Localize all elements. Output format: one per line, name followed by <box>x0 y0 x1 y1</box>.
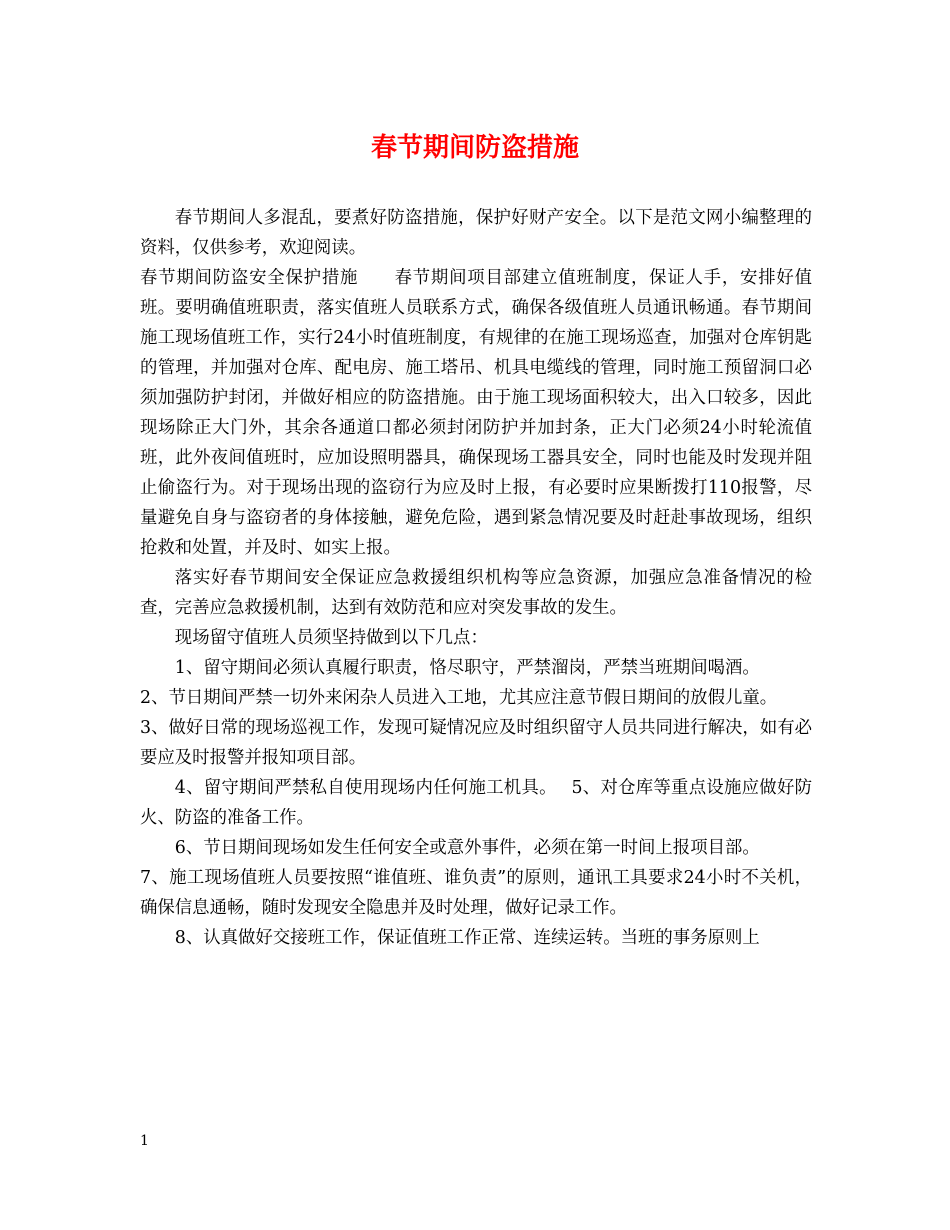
paragraph: 1、留守期间必须认真履行职责，恪尽职守，严禁溜岗，严禁当班期间喝酒。 <box>174 658 760 678</box>
paragraph: 6、节日期间现场如发生任何安全或意外事件，必须在第一时间上报项目部。 <box>174 838 760 858</box>
paragraph: 3、做好日常的现场巡视工作，发现可疑情况应及时组织留守人员共同进行解决，如有必要应及时报警并报知项目部。 <box>140 718 812 768</box>
paragraph: 落实好春节期间安全保证应急救援组织机构等应急资源，加强应急准备情况的检查，完善应急救援机制，达到有效防范和应对突发事故的发生。 <box>140 568 812 618</box>
paragraph: 春节期间防盗安全保护措施 春节期间项目部建立值班制度，保证人手，安排好值班。要明确值班职责，落实值班人员联系方式，确保各级值班人员通讯畅通。春节期间施工现场值班工作，实行24小时值班制度，有规律的在施工现场巡查，加强对仓库钥匙的管理，并加强对仓库、配电房、施工塔吊、机具电缆线的管理，同时施工预留洞口必须加强防护封闭，并做好相应的防盗措施。由于施工现场面积较大，出入口较多，因此现场除正大门外，其余各通道口都必须封闭防护并加封条，正大门必须24小时轮流值班，此外夜间值班时，应加设照明器具，确保现场工器具安全，同时也能及时发现并阻止偷盗行为。对于现场出现的盗窃行为应及时上报，有必要时应果断拨打110报警，尽量避免自身与盗窃者的身体接触，避免危险，遇到紧急情况要及时赶赴事故现场，组织抢救和处置，并及时、如实上报。 <box>140 268 812 558</box>
paragraph: 2、节日期间严禁一切外来闲杂人员进入工地，尤其应注意节假日期间的放假儿童。 <box>140 688 778 708</box>
page-number: 1 <box>140 1133 149 1149</box>
paragraph: 7、施工现场值班人员要按照“谁值班、谁负责”的原则，通讯工具要求24小时不关机，确保信息通畅，随时发现安全隐患并及时处理，做好记录工作。 <box>140 868 812 918</box>
page-title: 春节期间防盗措施 <box>370 133 579 163</box>
paragraph: 8、认真做好交接班工作，保证值班工作正常、连续运转。当班的事务原则上 <box>174 928 760 948</box>
paragraph: 现场留守值班人员须坚持做到以下几点： <box>174 628 488 648</box>
paragraph: 4、留守期间严禁私自使用现场内任何施工机具。 5、对仓库等重点设施应做好防火、防盗的准备工作。 <box>140 778 812 828</box>
document-body <box>140 203 812 953</box>
paragraph: 春节期间人多混乱，要煮好防盗措施，保护好财产安全。以下是范文网小编整理的资料，仅供参考，欢迎阅读。 <box>140 208 812 258</box>
